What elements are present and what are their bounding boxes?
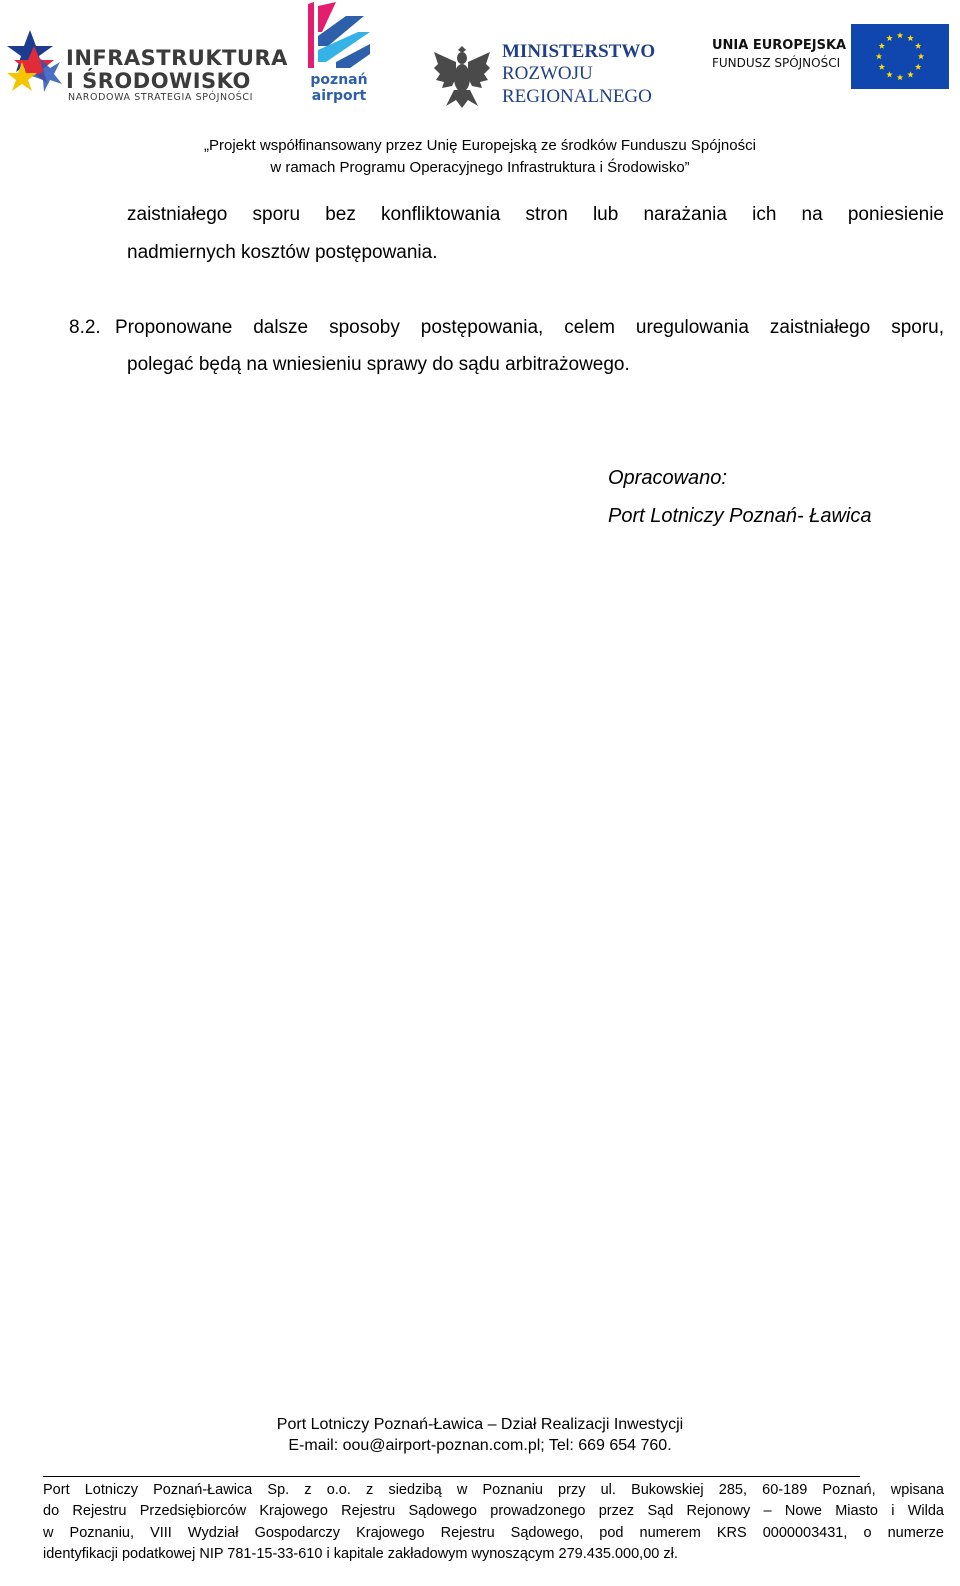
white-eagle-emblem-icon xyxy=(432,42,492,110)
infrastruktura-srodowisko-logo xyxy=(6,28,288,110)
item-paragraph-line1: Proponowane dalsze sposoby postępowania, celem uregulowania zaistniałego sporu, xyxy=(115,317,944,338)
ministry-logo xyxy=(432,40,658,110)
ministry-line2: ROZWOJU xyxy=(502,63,593,84)
signature-label: Opracowano: xyxy=(608,467,727,489)
footer-contact-line2: E-mail: oou@airport-poznan.com.pl; Tel: 669 654 760. xyxy=(288,1437,672,1454)
continued-paragraph-line1: zaistniałego sporu bez konfliktowania stron lub narażania ich na poniesienie xyxy=(127,204,944,225)
footer-legal-line3: w Poznaniu, VIII Wydział Gospodarczy Krajowego Rejestru Sądowego, pod numerem KRS 0000003431, o numerze xyxy=(43,1525,944,1541)
footer-divider xyxy=(43,1476,860,1477)
signature-name: Port Lotniczy Poznań- Ławica xyxy=(608,505,872,527)
ministry-line3: REGIONALNEGO xyxy=(502,86,652,107)
item-paragraph-line2: polegać będą na wniesieniu sprawy do sądu arbitrażowego. xyxy=(127,354,630,375)
footer-legal-line4: identyfikacji podatkowej NIP 781-15-33-610 i kapitale zakładowym wynoszącym 279.435.000,00 zł. xyxy=(43,1546,678,1562)
eu-fund-label: FUNDUSZ SPÓJNOŚCI xyxy=(712,56,841,70)
eu-union-label: UNIA EUROPEJSKA xyxy=(712,38,847,53)
airport-poznan-label: poznań xyxy=(310,72,368,88)
ministry-line1: MINISTERSTWO xyxy=(502,41,656,62)
eu-flag-icon xyxy=(851,24,949,89)
cofinancing-line2: w ramach Programu Operacyjnego Infrastruktura i Środowisko” xyxy=(270,159,690,176)
poznan-airport-logo xyxy=(306,2,372,106)
infrastruktura-title: INFRASTRUKTURA xyxy=(66,46,288,70)
cofinancing-line1: „Projekt współfinansowany przez Unię Europejską ze środków Funduszu Spójności xyxy=(204,137,756,154)
eu-fund-logo xyxy=(712,24,950,90)
footer-contact-line1: Port Lotniczy Poznań-Ławica – Dział Realizacji Inwestycji xyxy=(276,1416,684,1433)
footer-legal-line1: Port Lotniczy Poznań-Ławica Sp. z o.o. z siedzibą w Poznaniu przy ul. Bukowskiej 285, 60-189 Poznań, wpisana xyxy=(43,1482,944,1498)
continued-paragraph-line2: nadmiernych kosztów postępowania. xyxy=(127,242,438,263)
item-number: 8.2. xyxy=(69,317,101,338)
star-emblem-icon xyxy=(6,28,62,110)
footer-legal-line2: do Rejestru Przedsiębiorców Krajowego Rejestru Sądowego prowadzonego przez Sąd Rejonowy – Nowe Miasto i Wilda xyxy=(43,1503,944,1519)
srodowisko-title: I ŚRODOWISKO xyxy=(66,69,251,93)
airport-airport-label: airport xyxy=(311,88,367,104)
airport-mark-icon xyxy=(306,2,372,70)
strategia-subtitle: NARODOWA STRATEGIA SPÓJNOŚCI xyxy=(68,92,254,103)
